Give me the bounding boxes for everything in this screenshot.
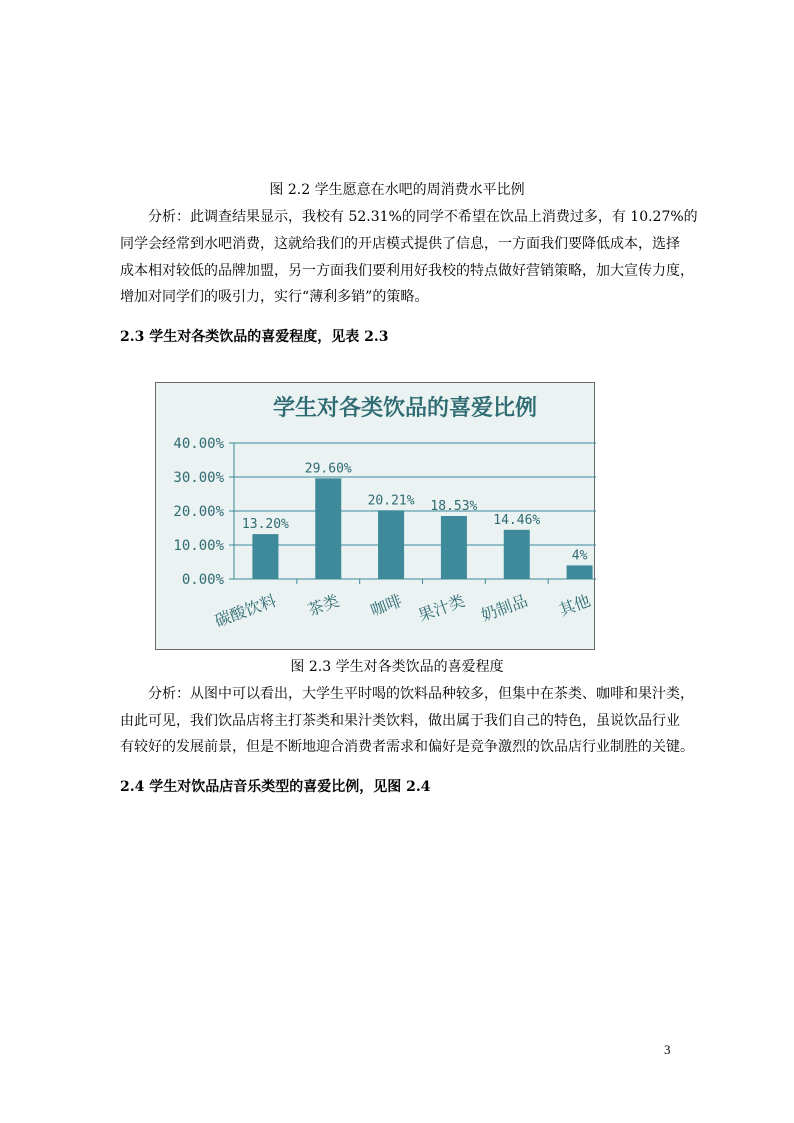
category-label: 茶类 [305, 590, 342, 620]
bar [441, 516, 467, 579]
y-tick-label: 40.00% [173, 436, 224, 452]
paragraph-line: 同学会经常到水吧消费，这就给我们的开店模式提供了信息，一方面我们要降低成本，选择 [120, 236, 680, 252]
bar-chart [155, 382, 595, 650]
paragraph-line: 由此可见，我们饮品店将主打茶类和果汁类饮料，做出属于我们自己的特色，虽说饮品行业 [120, 713, 680, 729]
data-label: 13.20% [241, 517, 289, 533]
category-label: 果汁类 [415, 590, 468, 626]
data-label: 29.60% [304, 461, 352, 477]
data-label: 18.53% [430, 498, 478, 514]
category-label: 奶制品 [478, 590, 531, 626]
paragraph-line: 有较好的发展前景，但是不断地迎合消费者需求和偏好是竞争激烈的饮品店行业制胜的关键。 [120, 739, 694, 755]
paragraph-line: 分析：从图中可以看出，大学生平时喝的饮料品种较多，但集中在茶类、咖啡和果汁类， [148, 686, 694, 702]
bar [567, 565, 593, 579]
bar [315, 478, 341, 579]
y-tick-label: 0.00% [181, 572, 224, 588]
paragraph-line: 分析：此调查结果显示，我校有 52.31%的同学不希望在饮品上消费过多，有 10.27%的 [148, 209, 698, 225]
figure-2-3-caption: 图 2.3 学生对各类饮品的喜爱程度 [290, 659, 504, 675]
grid-layer [229, 443, 596, 584]
bar-chart-svg [156, 383, 596, 651]
figure-2-2-caption: 图 2.2 学生愿意在水吧的周消费水平比例 [269, 182, 525, 198]
data-label: 20.21% [367, 493, 415, 509]
paragraph-line: 成本相对较低的品牌加盟，另一方面我们要利用好我校的特点做好营销策略，加大宣传力度， [120, 263, 694, 279]
section-heading-2-4: 2.4 学生对饮品店音乐类型的喜爱比例，见图 2.4 [120, 779, 431, 795]
y-tick-label: 20.00% [173, 504, 224, 520]
paragraph-line: 增加对同学们的吸引力，实行“薄利多销”的策略。 [120, 289, 429, 305]
chart-title: 学生对各类饮品的喜爱比例 [272, 396, 538, 421]
section-heading-2-3: 2.3 学生对各类饮品的喜爱程度，见表 2.3 [120, 329, 389, 345]
page-number: 3 [664, 1042, 671, 1057]
bar [378, 510, 404, 579]
y-tick-label: 10.00% [173, 538, 224, 554]
bar [252, 534, 278, 579]
category-label: 咖啡 [367, 590, 405, 620]
category-label: 碳酸饮料 [212, 590, 279, 631]
bar-layer [252, 478, 592, 579]
y-tick-label: 30.00% [173, 470, 224, 486]
bar [504, 530, 530, 579]
data-label: 4% [571, 548, 588, 564]
category-label: 其他 [556, 590, 593, 620]
data-label: 14.46% [493, 512, 541, 528]
